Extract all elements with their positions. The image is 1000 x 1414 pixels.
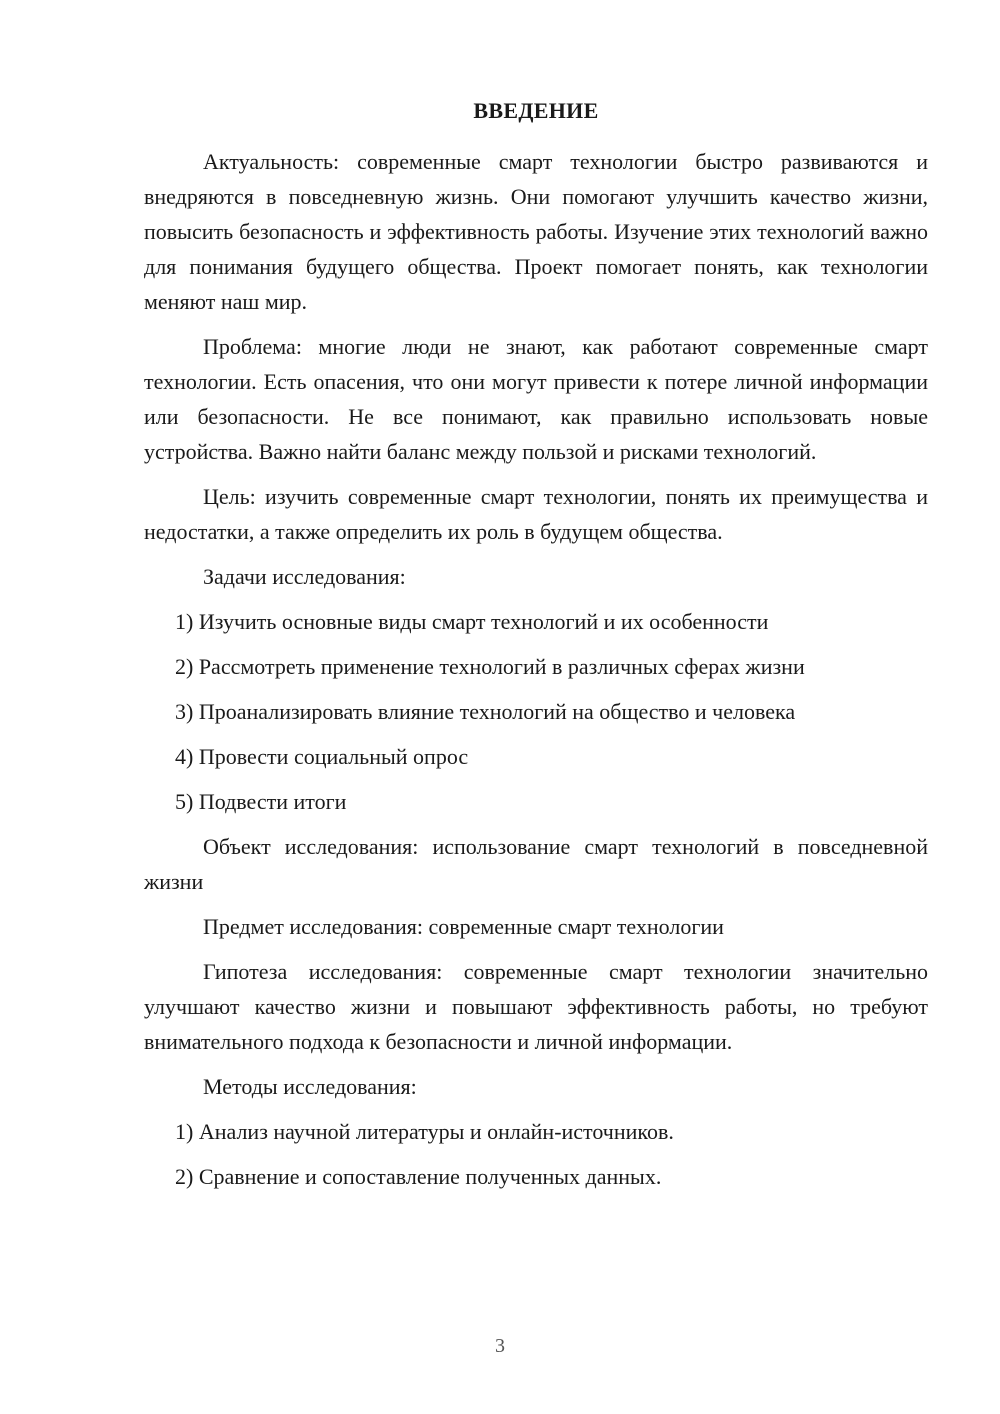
paragraph-relevance: Актуальность: современные смарт технологии быстро развиваются и внедряются в повседневную жизнь. Они помогают улучшить качество жизни, повысить безопасность и эффективность работы. Изучение этих технологий важно для понимания будущего общества. Проект помогает понять, как технологии меняют наш мир. (144, 149, 928, 314)
paragraph-hypothesis: Гипотеза исследования: современные смарт технологии значительно улучшают качество жизни и повышают эффективность работы, но требуют внимательного подхода к безопасности и личной информации. (144, 959, 928, 1054)
paragraph-object: Объект исследования: использование смарт технологий в повседневной жизни (144, 834, 928, 894)
methods-title: Методы исследования: (203, 1074, 417, 1099)
task-item: 5) Подвести итоги (175, 789, 347, 814)
task-item: 3) Проанализировать влияние технологий на общество и человека (175, 699, 796, 724)
paragraph-goal: Цель: изучить современные смарт технологии, понять их преимущества и недостатки, а также определить их роль в будущем общества. (144, 484, 928, 544)
section-heading: ВВЕДЕНИЕ (473, 98, 599, 123)
document-page (144, 96, 928, 1204)
method-item: 2) Сравнение и сопоставление полученных данных. (175, 1164, 662, 1189)
task-item: 1) Изучить основные виды смарт технологий и их особенности (175, 609, 769, 634)
task-item: 2) Рассмотреть применение технологий в различных сферах жизни (175, 654, 805, 679)
page-number: 3 (495, 1335, 505, 1357)
task-item: 4) Провести социальный опрос (175, 744, 469, 769)
method-item: 1) Анализ научной литературы и онлайн-источников. (175, 1119, 674, 1144)
paragraph-problem: Проблема: многие люди не знают, как работают современные смарт технологии. Есть опасения, что они могут привести к потере личной информации или безопасности. Не все понимают, как правильно использовать новые устройства. Важно найти баланс между пользой и рисками технологий. (144, 334, 928, 464)
paragraph-subject: Предмет исследования: современные смарт технологии (203, 914, 724, 939)
tasks-title: Задачи исследования: (203, 564, 406, 589)
